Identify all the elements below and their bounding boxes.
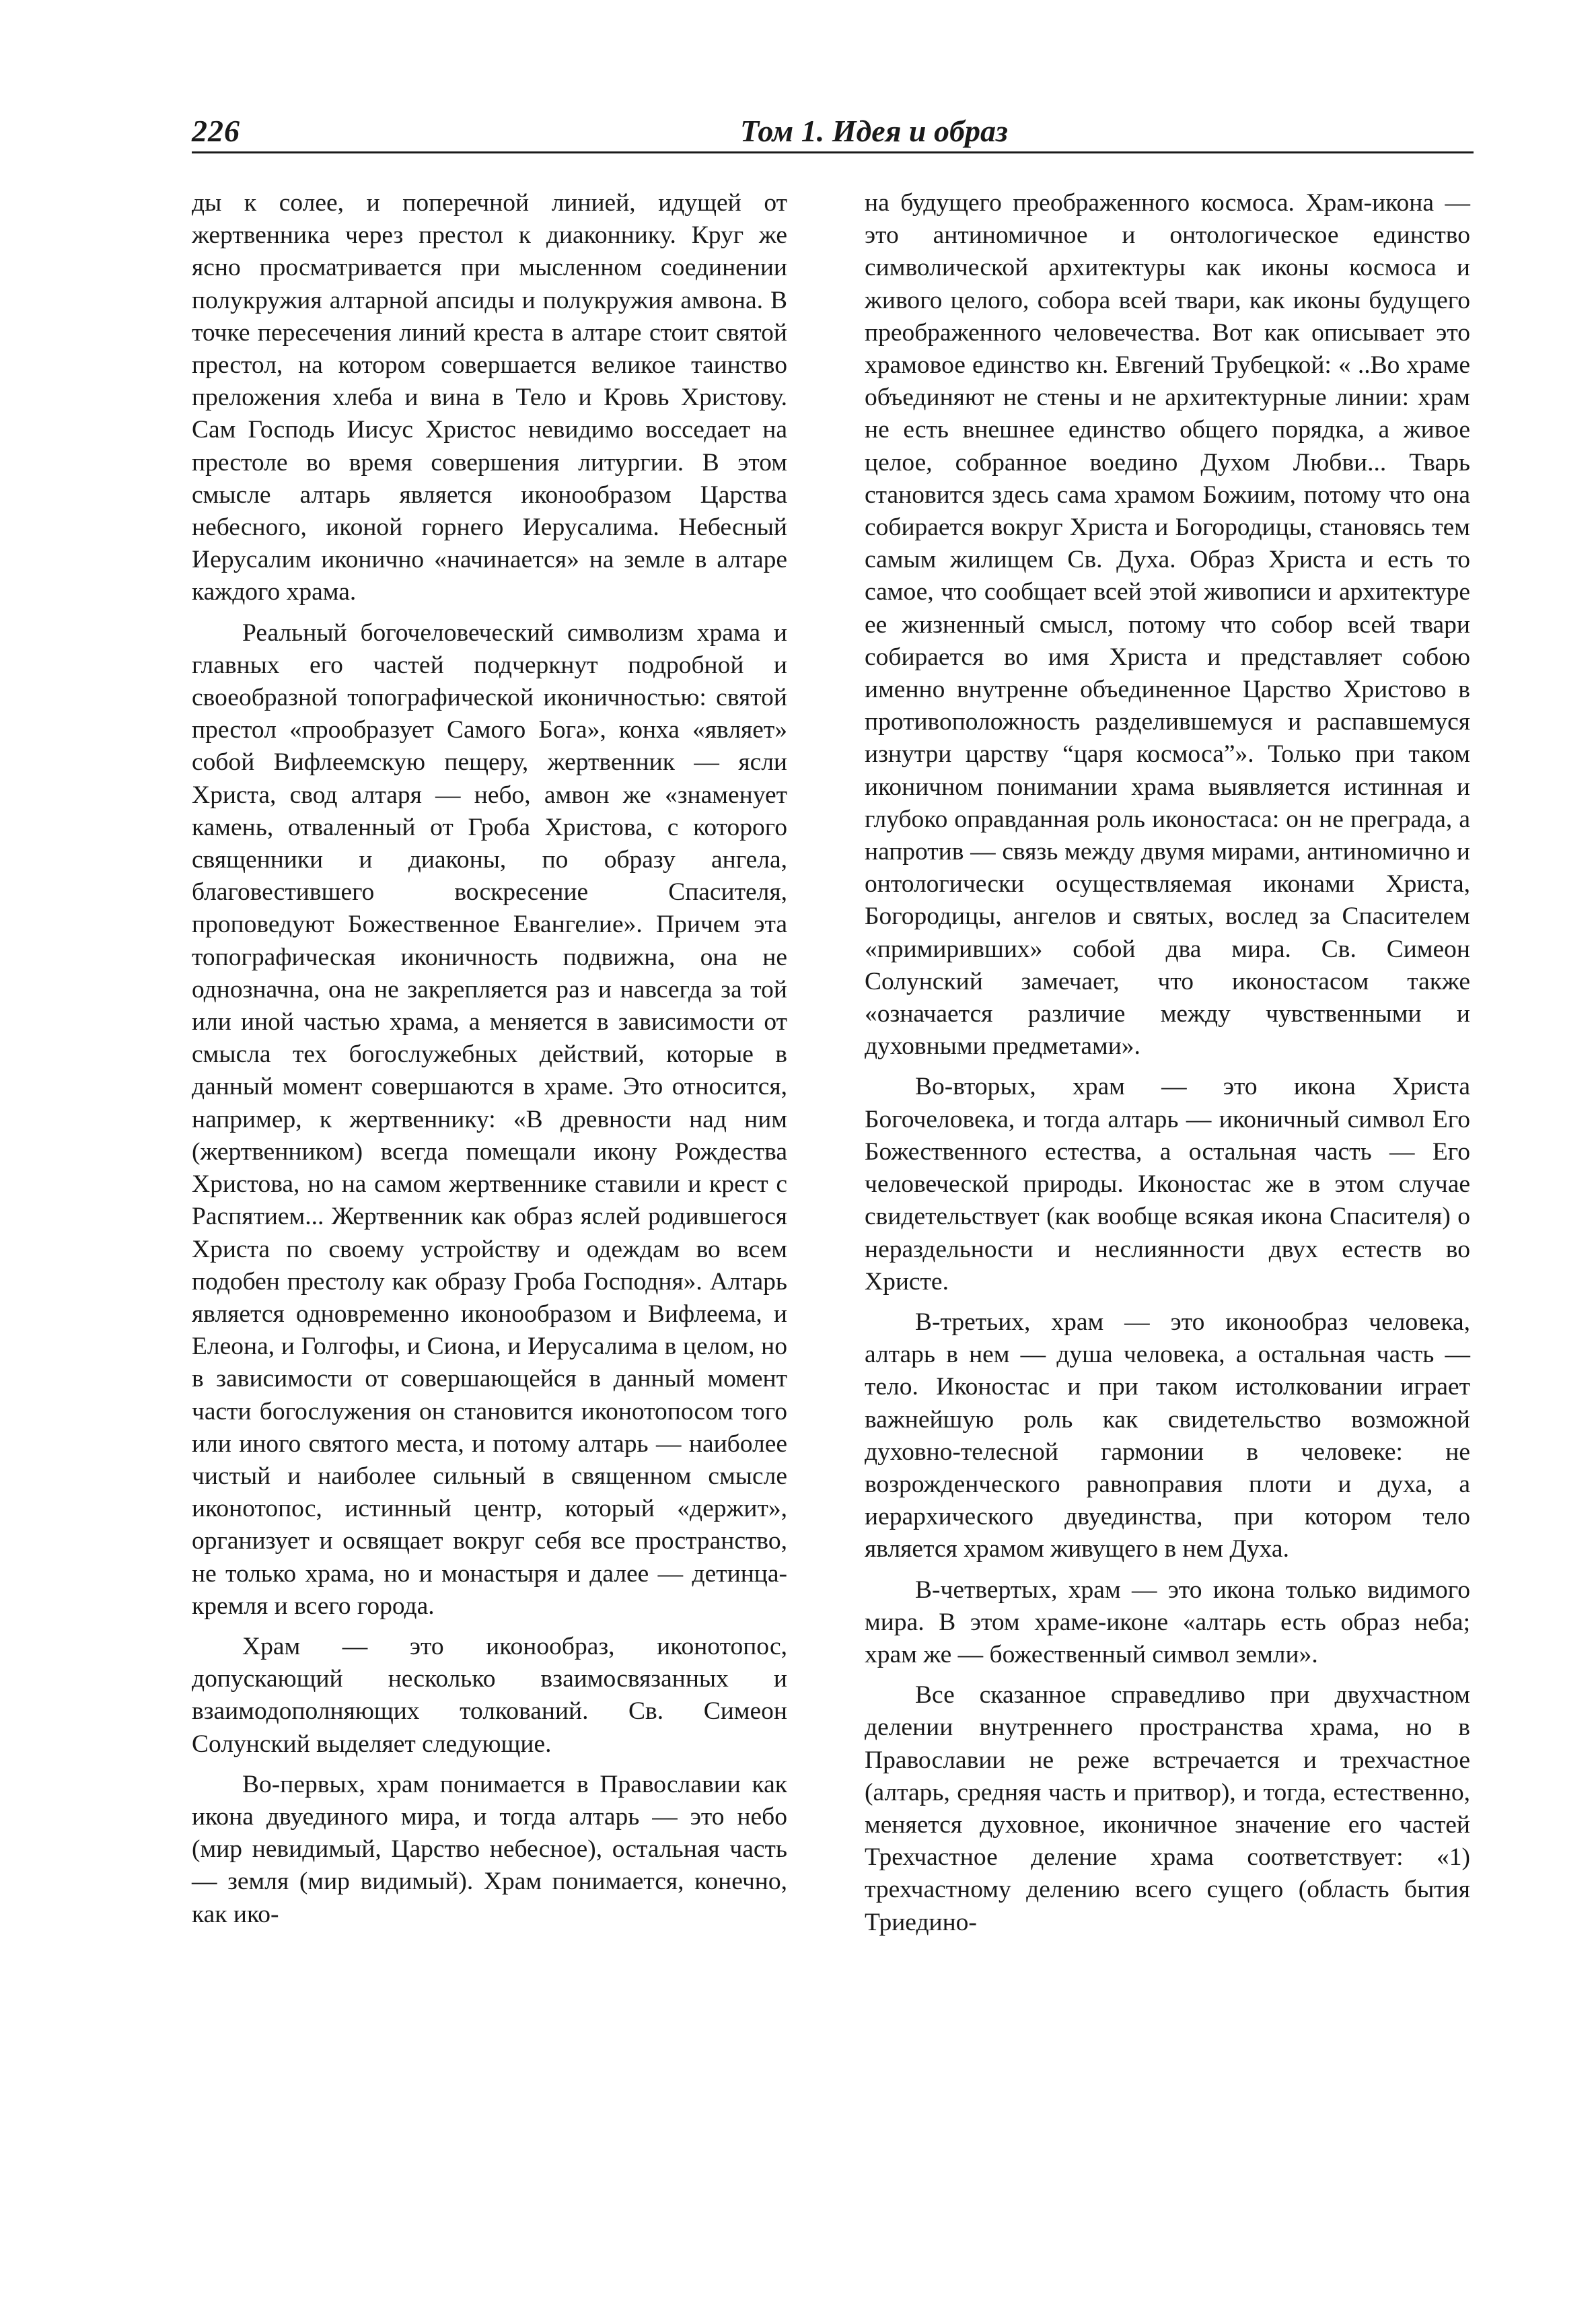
right-column [865,187,1470,1939]
paragraph: Все сказанное справедливо при двухчастном делении внутреннего пространства храма, но в Православии не реже встречается и трехчастное (алтарь, средняя часть и притвор), и тогда, естественно, меняется духовное, иконичное значение его частей Трехчастное деление храма соответствует: «1) трехчастному делению всего сущего (область бытия Триедино- [865,1681,1470,1936]
paragraph: В-четвертых, храм — это икона только видимого мира. В этом храме-иконе «алтарь есть образ неба; храм же — божественный символ земли». [865,1576,1470,1668]
paragraph: Во-первых, храм понимается в Православии как икона двуединого мира, и тогда алтарь — это небо (мир невидимый, Царство небесное), остальная часть — земля (мир видимый). Храм понимается, конечно, как ико- [192,1770,787,1928]
paragraph: В-третьих, храм — это иконообраз человека, алтарь в нем — душа человека, а остальная часть — тело. Иконостас и при таком истолковании играет важнейшую роль как свидетельство возможной духовно-телесной гармонии в человеке: не возрожденческого равноправия плоти и духа, а иерархического двуединства, при котором тело является храмом живущего в нем Духа. [865,1308,1470,1563]
running-header [192,113,1474,153]
paragraph: Реальный богочеловеческий символизм храма и главных его частей подчеркнут подробной и своеобразной топографической иконичностью: святой престол «прообразует Самого Бога», конха «являет» собой Вифлеемскую пещеру, жертвенник — ясли Христа, свод алтаря — небо, амвон же «знаменует камень, отваленный от Гроба Христова, с которого священники и диаконы, по образу ангела, благовестившего воскресение Спасителя, проповедуют Божественное Евангелие». Причем эта топографическая иконичность подвижна, она не однозначна, она не закрепляется раз и навсегда за той или иной частью храма, а меняется в зависимости от смысла тех богослужебных действий, которые в данный момент совершаются в храме. Это относится, например, к жертвеннику: «В древности над ним (жертвенником) всегда помещали икону Рождества Христова, но на самом жертвеннике ставили и крест с Распятием... Жертвенник как образ яслей родившегося Христа по своему устройству и одеждам во всем подобен престолу как образу Гроба Господня». Алтарь является одновременно иконообразом и Вифлеема, и Елеона, и Голгофы, и Сиона, и Иерусалима в целом, но в зависимости от совершающейся в данный момент части богослужения он становится иконотопосом того или иного святого места, и потому алтарь — наиболее чистый и наиболее сильный в священном смысле иконотопос, истинный центр, который «держит», организует и освящает вокруг себя все пространство, не только храма, но и монастыря и далее — детинца-кремля и всего города. [192,619,787,1620]
header-rule [192,151,1474,153]
page-number: 226 [192,114,240,148]
paragraph: на будущего преображенного космоса. Храм-икона — это антиномичное и онтологическое единство символической архитектуры как иконы космоса и живого целого, собора всей твари, как иконы будущего преображенного человечества. Вот как описывает это храмовое единство кн. Евгений Трубецкой: « ..Во храме объединяют не стены и не архитектурные линии: храм не есть внешнее единство общего порядка, а живое целое, собранное воедино Духом Любви... Тварь становится здесь сама храмом Божиим, потому что она собирается вокруг Христа и Богородицы, становясь тем самым жилищем Св. Духа. Образ Христа и есть то самое, что сообщает всей этой живописи и архитектуре ее жизненный смысл, потому что собор всей твари собирается во имя Христа и представляет собою именно внутренне объединенное Царство Христово в противоположность разделившемуся и распавшемуся изнутри царству “царя космоса”». Только при таком иконичном понимании храма выявляется истинная и глубоко оправданная роль иконостаса: он не преграда, а напротив — связь между двумя мирами, антиномично и онтологически осуществляемая иконами Христа, Богородицы, ангелов и святых, вослед за Спасителем «примиривших» собой два мира. Св. Симеон Солунский замечает, что иконостасом также «означается различие между чувственными и духовными предметами». [865,189,1470,1061]
paragraph: ды к солее, и поперечной линией, идущей от жертвенника через престол к диаконнику. Круг же ясно просматривается при мысленном соединении полукружия алтарной апсиды и полукружия амвона. В точке пересечения линий креста в алтаре стоит святой престол, на котором совершается великое таинство преложения хлеба и вина в Тело и Кровь Христову. Сам Господь Иисус Христос невидимо восседает на престоле во время совершения литургии. В этом смысле алтарь является иконообразом Царства небесного, иконой горнего Иерусалима. Небесный Иерусалим иконично «начинается» на земле в алтаре каждого храма. [192,189,787,606]
left-column [192,187,787,1931]
paragraph: Храм — это иконообраз, иконотопос, допускающий несколько взаимосвязанных и взаимодополняющих толкований. Св. Симеон Солунский выделяет следующие. [192,1632,787,1758]
running-title: Том 1. Идея и образ [740,114,1008,148]
paragraph: Во-вторых, храм — это икона Христа Богочеловека, и тогда алтарь — иконичный символ Его Божественного естества, а остальная часть — Его человеческой природы. Иконостас же в этом случае свидетельствует (как вообще всякая икона Спасителя) о нераздельности и неслиянности двух естеств во Христе. [865,1073,1470,1296]
